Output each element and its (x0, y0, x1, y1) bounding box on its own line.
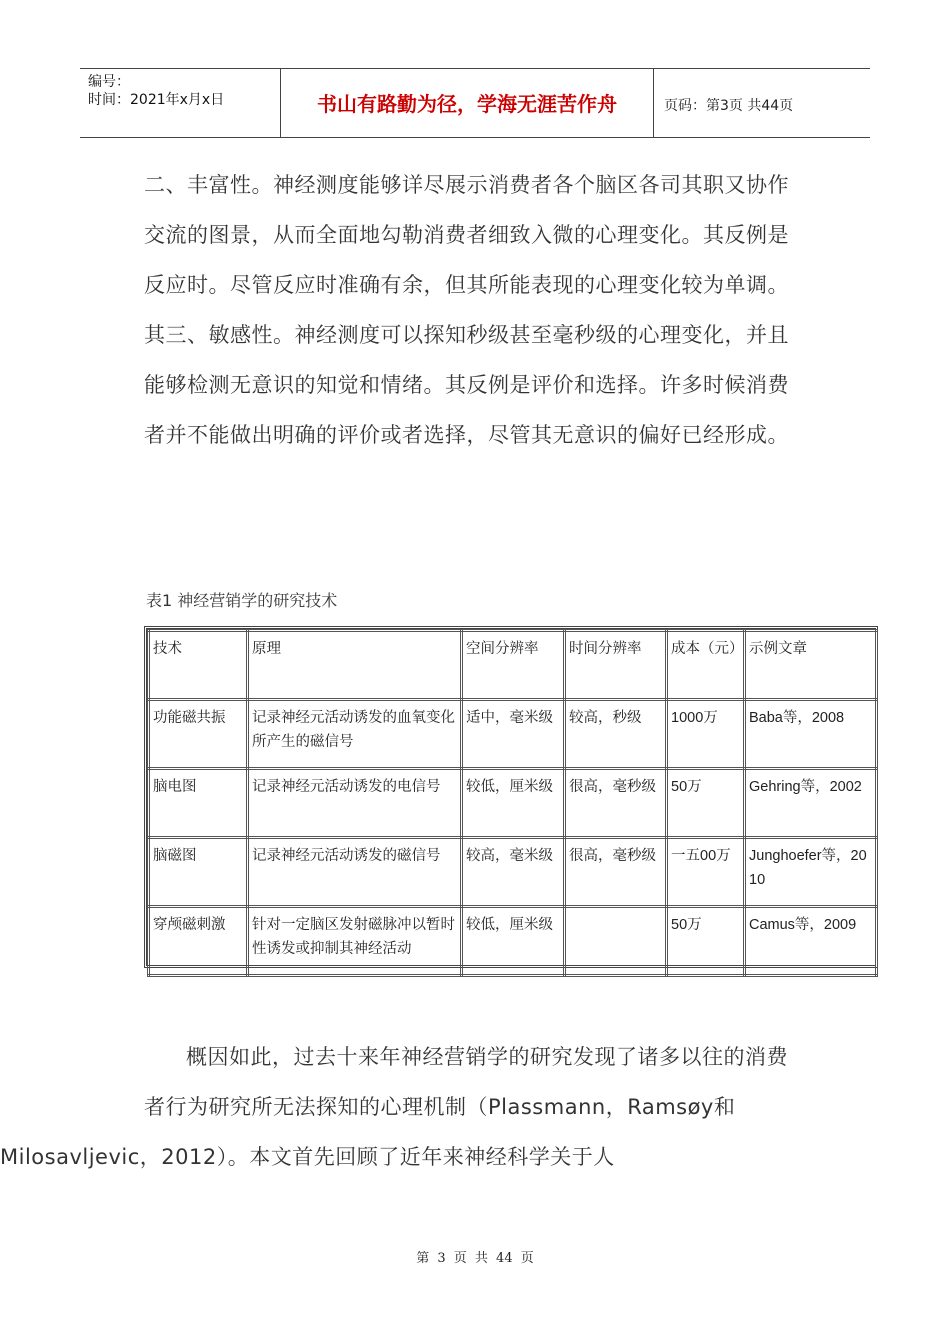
table-cell: 很高，毫秒级 (565, 838, 667, 907)
header-cell: 成本（元） (667, 631, 745, 700)
header-page-cell (654, 69, 870, 137)
page-indicator: 页码：第3页 共44页 (664, 98, 794, 114)
table-cell: 50万 (667, 769, 745, 838)
header-cell: 空间分辨率 (462, 631, 565, 700)
header-cell: 原理 (248, 631, 462, 700)
table-cell: 脑磁图 (149, 838, 248, 907)
paragraph-review-tail: Milosavljevic，2012）。本文首先回顾了近年来神经科学关于人 (0, 1145, 615, 1169)
table-cell: 功能磁共振 (149, 700, 248, 769)
table-cell: 较低，厘米级 (462, 769, 565, 838)
table-cell: 1000万 (667, 700, 745, 769)
table-cell: 较高，毫米级 (462, 838, 565, 907)
table-caption: 表1 神经营销学的研究技术 (146, 591, 338, 610)
table-cell: 记录神经元活动诱发的血氧变化所产生的磁信号 (248, 700, 462, 769)
table-cell: Baba等，2008 (745, 700, 877, 769)
page-header (80, 68, 870, 138)
table-cell: 记录神经元活动诱发的磁信号 (248, 838, 462, 907)
document-number: 编号： (88, 74, 130, 90)
document-date: 时间：2021年x月x日 (88, 92, 225, 108)
table-cell: 很高，毫秒级 (565, 769, 667, 838)
table-row (149, 769, 877, 838)
table-cell: Camus等，2009 (745, 907, 877, 976)
table-row (149, 838, 877, 907)
table-row (149, 700, 877, 769)
table-row (149, 907, 877, 976)
table-cell: Junghoefer等，2010 (745, 838, 877, 907)
header-motto-cell (281, 69, 654, 137)
table-cell: 较高，秒级 (565, 700, 667, 769)
paragraph-richness: 二、丰富性。神经测度能够详尽展示消费者各个脑区各司其职又协作交流的图景，从而全面地勾勒消费者细致入微的心理变化。其反例是反应时。尽管反应时准确有余，但其所能表现的心理变化较为单调。其三、敏感性。神经测度可以探知秒级甚至毫秒级的心理变化，并且能够检测无意识的知觉和情绪。其反例是评价和选择。许多时候消费者并不能做出明确的评价或者选择，尽管其无意识的偏好已经形成。 (144, 173, 789, 447)
table-cell: 记录神经元活动诱发的电信号 (248, 769, 462, 838)
table-cell: 适中，毫米级 (462, 700, 565, 769)
table-cell: 50万 (667, 907, 745, 976)
paragraph-review-main: 概因如此，过去十来年神经营销学的研究发现了诸多以往的消费者行为研究所无法探知的心理机制（Plassmann，Ramsøy和 (144, 1045, 788, 1119)
table-cell: Gehring等，2002 (745, 769, 877, 838)
table-cell: 脑电图 (149, 769, 248, 838)
table-cell (565, 907, 667, 976)
header-cell: 时间分辨率 (565, 631, 667, 700)
header-cell: 技术 (149, 631, 248, 700)
header-info-cell (80, 69, 281, 137)
table-header-row (149, 631, 877, 700)
table-cell: 针对一定脑区发射磁脉冲以暂时性诱发或抑制其神经活动 (248, 907, 462, 976)
motto: 书山有路勤为径，学海无涯苦作舟 (317, 92, 617, 116)
table-cell: 穿颅磁刺激 (149, 907, 248, 976)
page-footer: 第 3 页 共 44 页 (416, 1251, 534, 1266)
header-cell: 示例文章 (745, 631, 877, 700)
table-cell: 较低，厘米级 (462, 907, 565, 976)
table-cell: 一五00万 (667, 838, 745, 907)
research-techniques-table (144, 626, 878, 968)
paragraph-review (0, 1032, 804, 1182)
